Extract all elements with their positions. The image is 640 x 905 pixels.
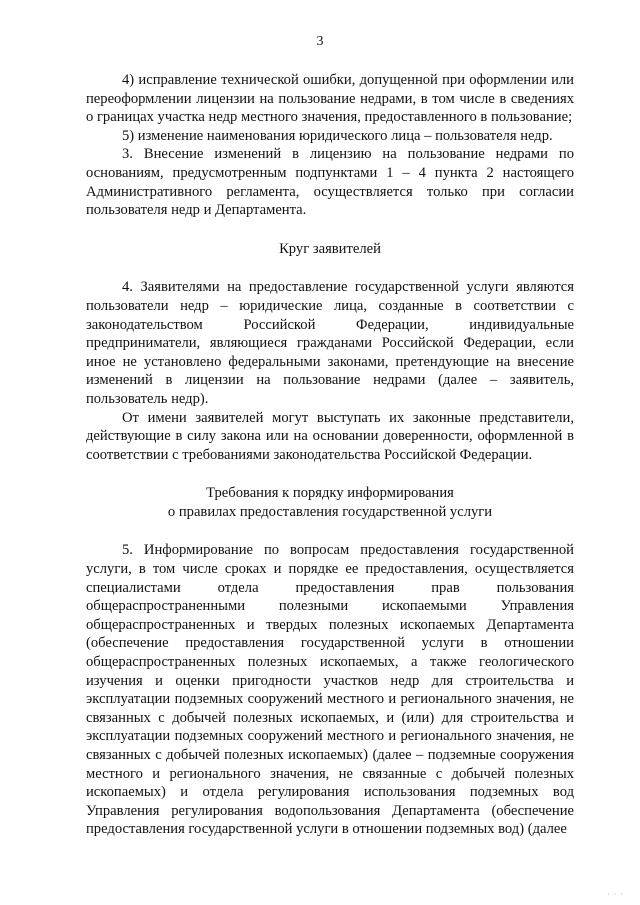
- paragraph-representatives: От имени заявителей могут выступать их законные представители, действующие в силу закона или на основании доверенности, оформленной в соответствии с требованиями законодательства Российской Федерации.: [86, 409, 574, 463]
- paragraph-item-4: 4) исправление технической ошибки, допущенной при оформлении или переоформлении лицензии на пользование недрами, в том числе в сведениях о границах участка недр местного значения, предоставленного в пользование;: [86, 72, 574, 126]
- paragraph-clause-3: 3. Внесение изменений в лицензию на пользование недрами по основаниям, предусмотренным подпунктами 1 – 4 пункта 2 настоящего Административного регламента, осуществляется только при согласии пользователя недр и Департамента.: [86, 146, 574, 219]
- section-heading-informing: [86, 484, 574, 521]
- heading-informing-line2: о правилах предоставления государственной услуги: [167, 503, 493, 520]
- page-number: 3: [316, 34, 324, 49]
- heading-informing-line1: Требования к порядку информирования: [206, 485, 454, 502]
- paragraph-clause-5: 5. Информирование по вопросам предоставления государственной услуги, в том числе сроках и порядке ее предоставления, осуществляется специалистами отдела предоставления прав пользования общераспространенными полезными ископаемыми Управления общераспространенных и твердых полезных ископаемых Департамента (обеспечение предоставления государственной услуги в отношении общераспространенных полезных ископаемых, а также геологического изучения и оценки пригодности участков недр для строительства и эксплуатации подземных сооружений местного и регионального значения, не связанных с добычей полезных ископаемых, и (или) для строительства и эксплуатации подземных сооружений местного и регионального значения, не связанных с добычей полезных ископаемых) (далее – подземные сооружения местного и регионального значения, не связанные с добычей полезных ископаемых) и отдела регулирования использования подземных вод Управления регулирования водопользования Департамента (обеспечение предоставления государственной услуги в отношении подземных вод) (далее: [86, 542, 574, 838]
- paragraph-clause-4: 4. Заявителями на предоставление государственной услуги являются пользователи недр – юридические лица, созданные в соответствии с законодательством Российской Федерации, индивидуальные предприниматели, являющиеся гражданами Российской Федерации, если иное не установлено федеральными законами, претендующие на внесение изменений в лицензии на пользование недрами (далее – заявитель, пользователь недр).: [86, 279, 574, 407]
- scan-corner-mark: · · ·: [607, 890, 624, 899]
- section-heading-applicants: [86, 240, 574, 259]
- document-body: [86, 71, 574, 839]
- paragraph-item-5: 5) изменение наименования юридического лица – пользователя недр.: [122, 127, 553, 144]
- heading-applicants-text: Круг заявителей: [279, 240, 381, 257]
